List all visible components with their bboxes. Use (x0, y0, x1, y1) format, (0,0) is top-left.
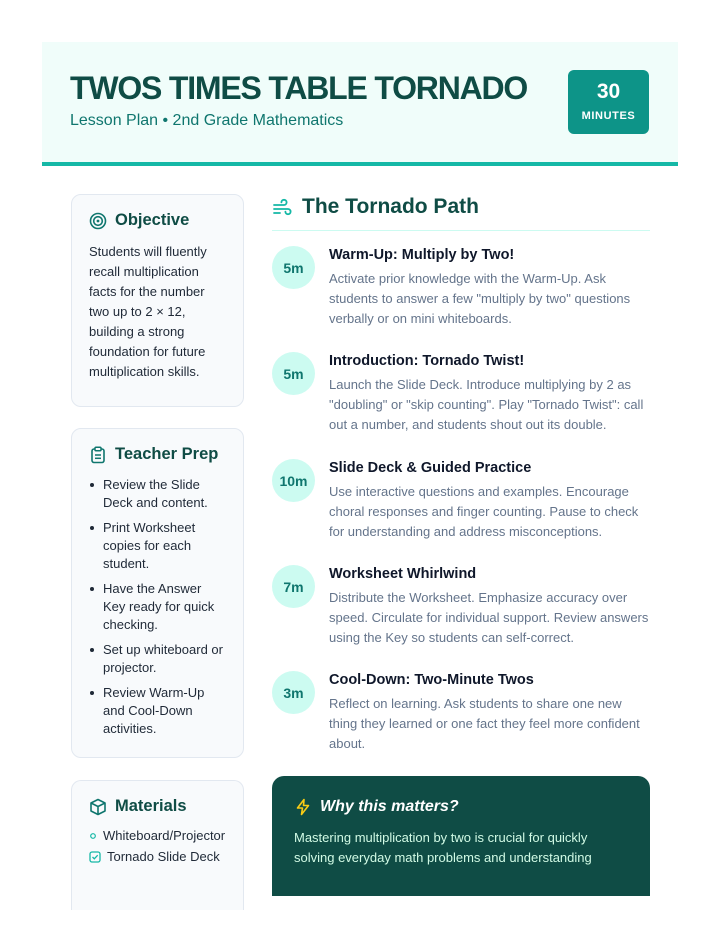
teacher-prep-card (71, 428, 244, 758)
objective-header (89, 211, 227, 230)
material-label: Whiteboard/Projector (103, 828, 226, 843)
step-time-badge: 5m (272, 352, 315, 395)
step-description: Use interactive questions and examples. Encourage choral responses and finger counting. Pause to check for understanding and address misconceptions. (329, 484, 639, 539)
materials-header (89, 797, 227, 816)
step-description: Activate prior knowledge with the Warm-Up. Ask students to answer a few "multiply by two" questions verbally or on mini whiteboards. (329, 271, 631, 326)
teacher-prep-header (89, 445, 227, 464)
teacher-prep-title: Teacher Prep (115, 445, 219, 463)
list-item: Print Worksheet copies for each student. (89, 519, 227, 573)
why-title: Why this matters? (320, 798, 459, 815)
why-header (294, 798, 628, 816)
duration-badge (568, 70, 649, 134)
step-time-badge: 7m (272, 565, 315, 608)
objective-text: Students will fluently recall multiplication facts for the number two up to 2 × 12, building a strong foundation for future multiplication skills. (89, 244, 207, 379)
target-icon (89, 212, 107, 230)
materials-list (89, 828, 227, 864)
step-time-badge: 3m (272, 671, 315, 714)
lightning-icon (294, 798, 312, 816)
step-time-badge: 5m (272, 246, 315, 289)
step-item (272, 460, 652, 550)
duration-value: 30 (596, 80, 621, 103)
list-item (89, 828, 227, 843)
step-title: Slide Deck & Guided Practice (329, 460, 532, 476)
list-item: Set up whiteboard or projector. (89, 641, 227, 677)
list-item: Have the Answer Key ready for quick checking. (89, 580, 227, 634)
duration-unit: MINUTES (581, 110, 636, 122)
step-item (272, 672, 652, 762)
step-item (272, 247, 652, 337)
tornado-path-header (272, 194, 650, 231)
list-item: Review the Slide Deck and content. (89, 476, 227, 512)
lesson-header (42, 42, 678, 166)
step-title: Cool-Down: Two-Minute Twos (329, 672, 534, 688)
objective-title: Objective (115, 211, 190, 229)
page-subtitle: Lesson Plan • 2nd Grade Mathematics (70, 112, 344, 129)
box-icon (89, 798, 107, 816)
step-description: Distribute the Worksheet. Emphasize accuracy over speed. Circulate for individual support. Review answers using the Key so students can self-correct. (329, 590, 649, 645)
list-item (89, 849, 227, 864)
materials-title: Materials (115, 797, 187, 815)
step-title: Worksheet Whirlwind (329, 566, 477, 582)
materials-card (71, 780, 244, 910)
teacher-prep-list (89, 476, 227, 738)
list-item: Review Warm-Up and Cool-Down activities. (89, 684, 227, 738)
step-time-badge: 10m (272, 459, 315, 502)
dot-icon (89, 832, 97, 840)
section-title: The Tornado Path (302, 195, 479, 218)
why-this-matters-box (272, 776, 650, 896)
material-label: Tornado Slide Deck (107, 849, 220, 864)
step-title: Introduction: Tornado Twist! (329, 353, 525, 369)
step-description: Launch the Slide Deck. Introduce multiplying by 2 as "doubling" or "skip counting". Play "Tornado Twist": call out a number, and students shout out its double. (329, 377, 644, 432)
wind-icon (272, 198, 293, 219)
checkbox-icon (89, 851, 101, 863)
step-item (272, 566, 652, 656)
step-title: Warm-Up: Multiply by Two! (329, 247, 515, 263)
why-text: Mastering multiplication by two is crucial for quickly solving everyday math problems and understanding (294, 830, 592, 865)
step-item (272, 353, 652, 443)
objective-card (71, 194, 244, 407)
clipboard-icon (89, 446, 107, 464)
page-title: TWOS TIMES TABLE TORNADO (70, 70, 528, 106)
step-description: Reflect on learning. Ask students to share one new thing they learned or one fact they feel more confident about. (329, 696, 640, 751)
